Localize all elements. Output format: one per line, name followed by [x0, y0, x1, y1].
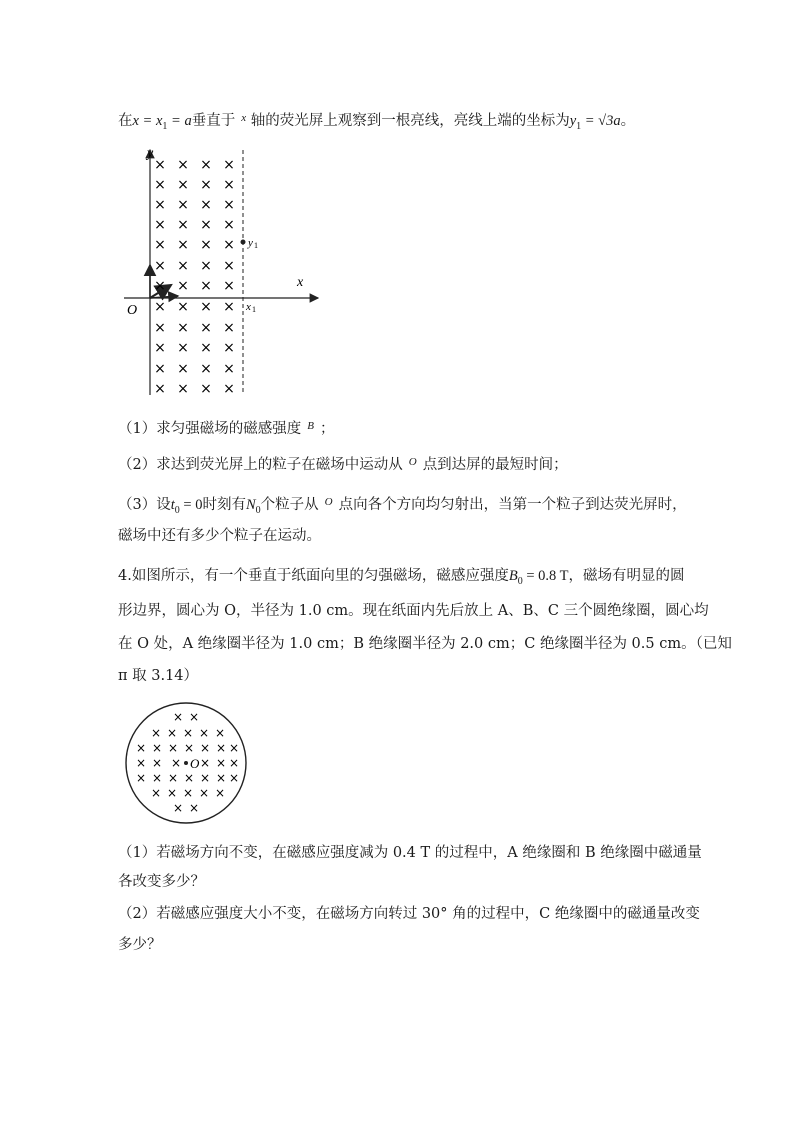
math-t: t — [170, 497, 175, 513]
field-cross-mark: × — [200, 320, 212, 336]
problem-4-q2-line2 — [118, 935, 162, 955]
field-cross-mark: × — [200, 177, 212, 193]
math-eq: = 0 — [179, 497, 203, 513]
field-cross-mark: × — [172, 801, 184, 815]
text: 。 — [620, 113, 636, 129]
field-cross-mark: × — [154, 340, 166, 356]
field-cross-mark: × — [223, 258, 235, 274]
math-sqrt: = √3a — [581, 113, 621, 129]
field-cross-mark: × — [214, 786, 226, 800]
field-cross-mark: × — [199, 771, 211, 785]
math-B: B — [307, 420, 314, 432]
field-cross-mark: × — [177, 237, 189, 253]
text: 4.如图所示，有一个垂直于纸面向里的匀强磁场，磁感应强度 — [118, 568, 509, 584]
field-cross-mark: × — [183, 771, 195, 785]
field-cross-mark: × — [154, 217, 166, 233]
field-cross-mark: × — [154, 177, 166, 193]
field-cross-mark: × — [154, 237, 166, 253]
field-cross-mark: × — [223, 340, 235, 356]
math-x: x = x — [132, 113, 163, 129]
text: 在 O 处，A 绝缘圈半径为 1.0 cm；B 绝缘圈半径为 2.0 cm；C 绝缘圈半径为 0.5 cm。（已知 — [118, 636, 732, 652]
field-cross-mark: × — [228, 771, 240, 785]
field-cross-mark: × — [198, 726, 210, 740]
math-sub: 1 — [162, 120, 168, 132]
field-cross-mark: × — [154, 197, 166, 213]
field-cross-mark: × — [200, 340, 212, 356]
math-x-axis: x — [241, 112, 247, 124]
field-cross-mark: × — [199, 741, 211, 755]
y-axis-label: y — [147, 146, 154, 161]
text: （1）求匀强磁场的磁感强度 — [118, 421, 302, 437]
field-cross-mark: × — [200, 361, 212, 377]
field-cross-mark: × — [154, 157, 166, 173]
field-cross-mark: × — [167, 741, 179, 755]
field-cross-mark: × — [151, 756, 163, 770]
text: 多少？ — [118, 937, 162, 953]
field-cross-mark: × — [200, 217, 212, 233]
text: ； — [319, 421, 335, 437]
field-cross-mark: × — [223, 157, 235, 173]
math-y: y — [569, 113, 577, 129]
field-cross-mark: × — [167, 771, 179, 785]
text: （3）设 — [118, 497, 171, 513]
text: 时刻有 — [202, 497, 246, 513]
field-cross-mark: × — [135, 771, 147, 785]
field-cross-mark: × — [223, 197, 235, 213]
field-cross-mark: × — [214, 726, 226, 740]
field-cross-mark: × — [154, 361, 166, 377]
y1-sub: 1 — [254, 241, 258, 250]
text: （1）若磁场方向不变，在磁感应强度减为 0.4 T 的过程中，A 绝缘圈和 B 绝缘圈中磁通量 — [118, 845, 702, 861]
field-cross-mark: × — [228, 756, 240, 770]
field-cross-mark: × — [150, 786, 162, 800]
x1-sub: 1 — [252, 305, 256, 314]
math-sub: 1 — [576, 120, 582, 132]
field-cross-mark: × — [223, 361, 235, 377]
field-cross-mark: × — [223, 299, 235, 315]
text: 在 — [118, 113, 133, 129]
text: 轴的荧光屏上观察到一根亮线，亮线上端的坐标为 — [246, 113, 570, 129]
text: （2）若磁感应强度大小不变，在磁场方向转过 30° 角的过程中，C 绝缘圈中的磁通量改变 — [118, 906, 700, 922]
field-cross-mark: × — [166, 726, 178, 740]
field-cross-mark: × — [177, 258, 189, 274]
field-cross-mark: × — [154, 258, 166, 274]
math-sub: 0 — [255, 504, 261, 516]
field-cross-mark: × — [200, 278, 212, 294]
text: π 取 3.14） — [118, 668, 199, 684]
field-cross-mark: × — [199, 756, 211, 770]
field-cross-mark: × — [150, 726, 162, 740]
x1-label: x — [246, 301, 251, 313]
field-cross-mark: × — [177, 197, 189, 213]
field-cross-mark: × — [177, 340, 189, 356]
field-cross-mark: × — [215, 741, 227, 755]
text: （2）求达到荧光屏上的粒子在磁场中运动从 — [118, 457, 403, 473]
center-point — [184, 761, 188, 765]
field-cross-mark: × — [154, 278, 166, 294]
field-cross-mark: × — [182, 726, 194, 740]
problem-4-q1-line2 — [118, 872, 205, 892]
field-cross-mark: × — [177, 177, 189, 193]
field-cross-mark: × — [172, 710, 184, 724]
problem-4-q1-line1 — [118, 843, 702, 863]
text: 个粒子从 — [260, 497, 319, 513]
field-cross-mark: × — [151, 771, 163, 785]
field-cross-mark: × — [200, 197, 212, 213]
text: 点向各个方向均匀射出，当第一个粒子到达荧光屏时， — [338, 497, 687, 513]
field-cross-mark: × — [166, 786, 178, 800]
field-cross-mark: × — [200, 299, 212, 315]
field-cross-mark: × — [228, 741, 240, 755]
field-cross-mark: × — [154, 381, 166, 397]
field-cross-mark: × — [177, 299, 189, 315]
field-cross-mark: × — [223, 217, 235, 233]
field-cross-mark: × — [200, 381, 212, 397]
field-cross-mark: × — [177, 361, 189, 377]
field-cross-mark: × — [223, 237, 235, 253]
field-cross-mark: × — [198, 786, 210, 800]
field-cross-mark: × — [215, 771, 227, 785]
field-cross-mark: × — [215, 756, 227, 770]
field-cross-mark: × — [182, 786, 194, 800]
field-cross-mark: × — [177, 157, 189, 173]
math-val: = 0.8 T — [522, 568, 569, 584]
text: 形边界，圆心为 O，半径为 1.0 cm。现在纸面内先后放上 A、B、C 三个圆绝缘圈，圆心均 — [118, 603, 709, 619]
y1-label: y — [248, 237, 253, 249]
field-cross-mark: × — [183, 741, 195, 755]
problem-4-q2-line1 — [118, 904, 700, 924]
field-cross-mark: × — [223, 278, 235, 294]
field-cross-mark: × — [177, 217, 189, 233]
field-cross-mark: × — [223, 381, 235, 397]
center-label: O — [190, 756, 200, 771]
math-B: B — [508, 568, 518, 584]
text: ，磁场有明显的圆 — [568, 568, 685, 584]
field-cross-mark: × — [200, 258, 212, 274]
field-cross-mark: × — [188, 801, 200, 815]
text: 垂直于 — [191, 113, 236, 129]
field-cross-mark: × — [200, 157, 212, 173]
field-cross-mark: × — [177, 278, 189, 294]
field-cross-mark: × — [188, 710, 200, 724]
field-cross-mark: × — [223, 320, 235, 336]
text: 各改变多少？ — [118, 874, 205, 890]
math-a: = a — [167, 113, 192, 129]
math-sub: 0 — [174, 504, 180, 516]
field-cross-mark: × — [170, 756, 182, 770]
field-cross-mark: × — [177, 320, 189, 336]
field-cross-mark: × — [135, 741, 147, 755]
field-cross-mark: × — [151, 741, 163, 755]
field-cross-mark: × — [177, 381, 189, 397]
origin-label: O — [127, 303, 138, 318]
x-axis-label: x — [297, 275, 304, 290]
field-cross-mark: × — [154, 320, 166, 336]
math-N: N — [245, 497, 256, 513]
text: 点到达屏的最短时间； — [422, 457, 568, 473]
math-O: O — [324, 496, 333, 508]
field-cross-mark: × — [223, 177, 235, 193]
field-cross-mark: × — [200, 237, 212, 253]
field-cross-mark: × — [154, 299, 166, 315]
math-O: O — [408, 456, 417, 468]
field-cross-mark: × — [135, 756, 147, 770]
text: 磁场中还有多少个粒子在运动。 — [118, 528, 321, 544]
math-sub: 0 — [517, 575, 523, 587]
